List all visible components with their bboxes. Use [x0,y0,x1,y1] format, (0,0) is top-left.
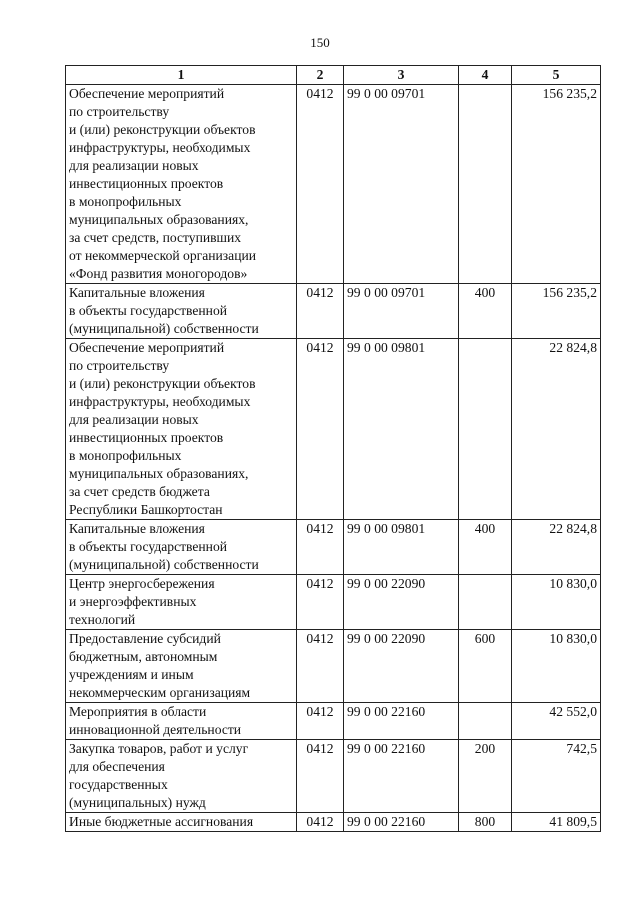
header-row [66,66,601,85]
expense-name-cell [66,813,297,832]
section-code-cell: 0412 [297,284,344,339]
expense-name-line: в монопрофильных [69,448,182,463]
expense-name-line: Республики Башкортостан [69,502,223,517]
target-article-cell: 99 0 00 22090 [344,630,459,703]
expense-name-line: инвестиционных проектов [69,176,224,191]
header-col-1: 1 [66,66,297,85]
expense-name-line: муниципальных образованиях, [69,212,249,227]
table-row [66,85,601,284]
expense-name-line: по строительству [69,104,170,119]
expense-name-line: бюджетным, автономным [69,649,218,664]
table-row [66,630,601,703]
expense-name-cell [66,630,297,703]
expense-name-cell [66,575,297,630]
expense-name-line: (муниципальной) собственности [69,321,259,336]
section-code-cell: 0412 [297,85,344,284]
section-code-cell: 0412 [297,339,344,520]
budget-table [65,65,601,832]
expense-name-cell [66,740,297,813]
expense-name-line: и энергоэффективных [69,594,197,609]
amount-cell: 41 809,5 [512,813,601,832]
expense-name-line: по строительству [69,358,170,373]
expense-type-cell [459,85,512,284]
expense-type-cell [459,575,512,630]
expense-name-cell [66,520,297,575]
section-code-cell: 0412 [297,520,344,575]
expense-name-line: в объекты государственной [69,539,228,554]
expense-name-line: и (или) реконструкции объектов [69,376,256,391]
table-header [66,66,601,85]
expense-type-cell: 200 [459,740,512,813]
table-row [66,520,601,575]
expense-name-line: за счет средств бюджета [69,484,210,499]
expense-name-line: (муниципальной) собственности [69,557,259,572]
header-col-4: 4 [459,66,512,85]
expense-name-line: технологий [69,612,136,627]
section-code-cell: 0412 [297,575,344,630]
header-col-3: 3 [344,66,459,85]
page-number: 150 [310,35,330,50]
section-code-cell: 0412 [297,630,344,703]
expense-name-line: для реализации новых [69,412,199,427]
section-code-cell: 0412 [297,740,344,813]
expense-name-line: некоммерческим организациям [69,685,251,700]
expense-name-line: Центр энергосбережения [69,576,215,591]
amount-cell: 742,5 [512,740,601,813]
target-article-cell: 99 0 00 09701 [344,284,459,339]
expense-name-line: муниципальных образованиях, [69,466,249,481]
target-article-cell: 99 0 00 22090 [344,575,459,630]
expense-name-line: Мероприятия в области [69,704,207,719]
expense-type-cell: 400 [459,520,512,575]
expense-name-line: за счет средств, поступивших [69,230,242,245]
expense-type-cell: 600 [459,630,512,703]
expense-name-line: от некоммерческой организации [69,248,257,263]
header-col-5: 5 [512,66,601,85]
expense-name-line: и (или) реконструкции объектов [69,122,256,137]
target-article-cell: 99 0 00 09801 [344,520,459,575]
section-code-cell: 0412 [297,703,344,740]
amount-cell: 156 235,2 [512,85,601,284]
expense-name-line: для реализации новых [69,158,199,173]
table-row [66,703,601,740]
expense-name-line: инвестиционных проектов [69,430,224,445]
expense-name-cell [66,85,297,284]
table-row [66,813,601,832]
expense-name-line: инфраструктуры, необходимых [69,140,251,155]
expense-name-cell [66,284,297,339]
expense-name-line: государственных [69,777,168,792]
target-article-cell: 99 0 00 09801 [344,339,459,520]
amount-cell: 10 830,0 [512,630,601,703]
target-article-cell: 99 0 00 22160 [344,703,459,740]
expense-name-line: «Фонд развития моногородов» [69,266,248,281]
expense-name-line: Капитальные вложения [69,285,205,300]
target-article-cell: 99 0 00 09701 [344,85,459,284]
expense-name-line: инновационной деятельности [69,722,242,737]
expense-type-cell [459,703,512,740]
expense-name-line: в объекты государственной [69,303,228,318]
amount-cell: 22 824,8 [512,339,601,520]
expense-name-line: инфраструктуры, необходимых [69,394,251,409]
expense-name-line: учреждениям и иным [69,667,194,682]
amount-cell: 10 830,0 [512,575,601,630]
expense-name-line: Обеспечение мероприятий [69,86,225,101]
expense-name-line: Закупка товаров, работ и услуг [69,741,249,756]
table-row [66,284,601,339]
amount-cell: 22 824,8 [512,520,601,575]
header-col-2: 2 [297,66,344,85]
table-row [66,740,601,813]
expense-name-line: Капитальные вложения [69,521,205,536]
target-article-cell: 99 0 00 22160 [344,740,459,813]
expense-type-cell: 800 [459,813,512,832]
expense-name-line: Обеспечение мероприятий [69,340,225,355]
expense-name-cell [66,339,297,520]
expense-name-cell [66,703,297,740]
expense-name-line: Предоставление субсидий [69,631,221,646]
expense-name-line: (муниципальных) нужд [69,795,206,810]
target-article-cell: 99 0 00 22160 [344,813,459,832]
expense-name-line: для обеспечения [69,759,165,774]
section-code-cell: 0412 [297,813,344,832]
table-row [66,339,601,520]
expense-type-cell [459,339,512,520]
expense-name-line: в монопрофильных [69,194,182,209]
table-body [66,85,601,832]
expense-name-line: Иные бюджетные ассигнования [69,814,254,829]
amount-cell: 42 552,0 [512,703,601,740]
amount-cell: 156 235,2 [512,284,601,339]
expense-type-cell: 400 [459,284,512,339]
table-row [66,575,601,630]
